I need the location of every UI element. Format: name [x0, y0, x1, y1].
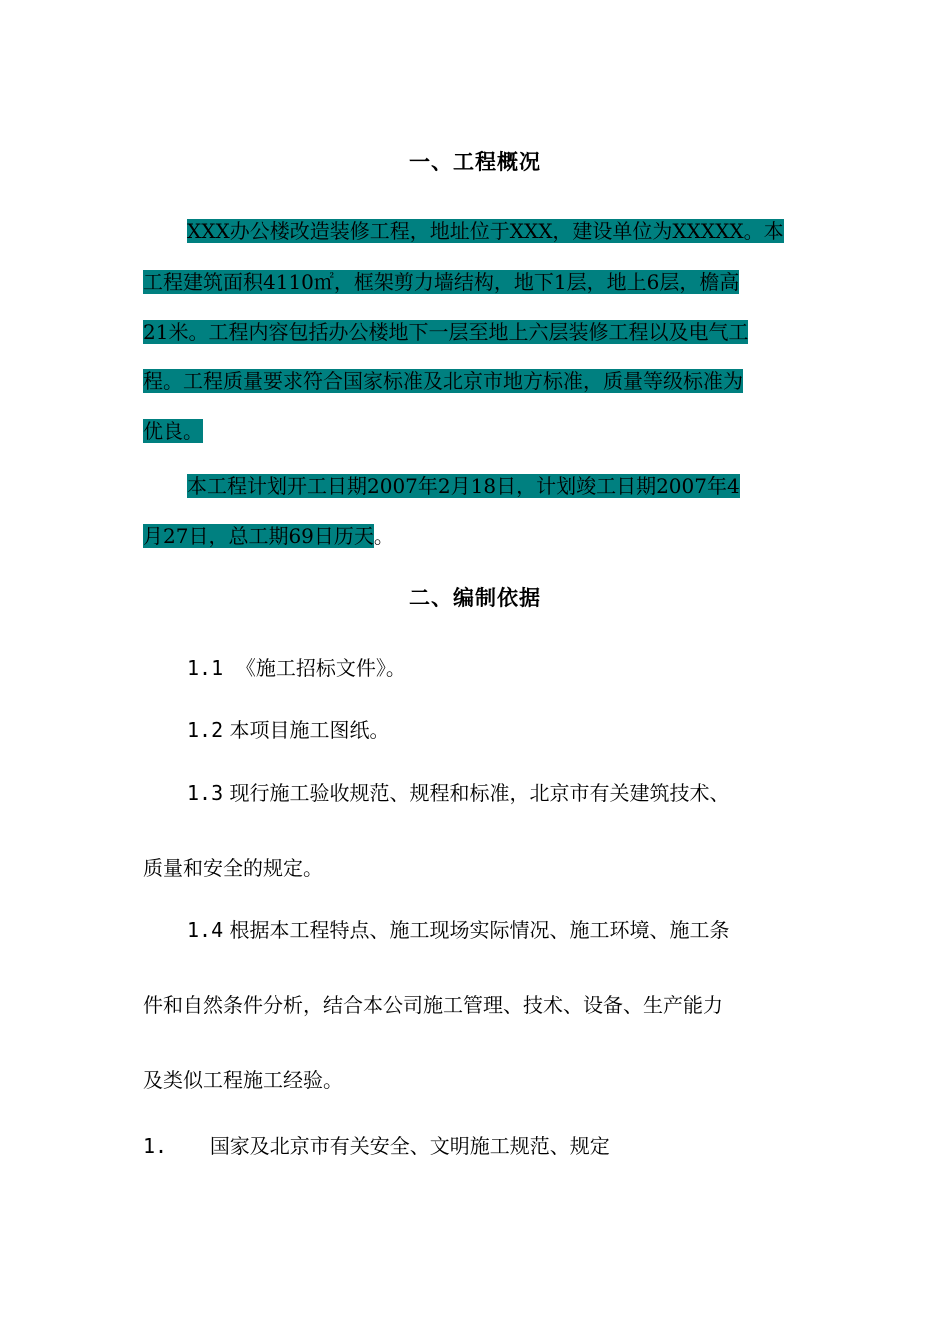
basis-item-number: 1.1	[187, 656, 224, 680]
overview-para1-line2: 工程建筑面积4110㎡，框架剪力墙结构，地下1层，地上6层，檐高	[143, 270, 740, 294]
list-item-number: 1.	[143, 1134, 168, 1158]
basis-item-text: 《施工招标文件》。	[235, 656, 406, 680]
section-heading-overview: 一、工程概况	[409, 150, 541, 174]
overview-para2-line1: 本工程计划开工日期2007年2月18日，计划竣工日期2007年4	[187, 474, 740, 498]
overview-para1-line3: 21米。工程内容包括办公楼地下一层至地上六层装修工程以及电气工	[143, 320, 749, 344]
basis-item-number: 1.2	[187, 718, 224, 742]
basis-item-number: 1.3	[187, 781, 224, 805]
section-heading-basis: 二、编制依据	[409, 586, 541, 610]
overview-para1-line5: 优良。	[143, 419, 203, 443]
basis-list-item	[143, 1131, 610, 1161]
basis-item-1-4	[187, 915, 729, 945]
overview-para2-tail: 。	[373, 524, 394, 548]
basis-item-1-3	[187, 778, 729, 808]
overview-para2-line2: 月27日，总工期69日历天。	[143, 524, 394, 548]
overview-para1-line4: 程。工程质量要求符合国家标准及北京市地方标准，质量等级标准为	[143, 369, 743, 393]
basis-item-1-3-cont: 质量和安全的规定。	[143, 856, 323, 880]
basis-item-text: 本项目施工图纸。	[229, 718, 390, 742]
basis-item-1-2	[187, 715, 389, 745]
list-item-text: 国家及北京市有关安全、文明施工规范、规定	[209, 1134, 610, 1158]
overview-para1-line1: XXX办公楼改造装修工程，地址位于XXX，建设单位为XXXXX。本	[187, 219, 784, 243]
basis-item-number: 1.4	[187, 918, 224, 942]
basis-item-1-4-cont1: 件和自然条件分析，结合本公司施工管理、技术、设备、生产能力	[143, 993, 723, 1017]
basis-item-text: 根据本工程特点、施工现场实际情况、施工环境、施工条	[229, 918, 730, 942]
basis-item-1-4-cont2: 及类似工程施工经验。	[143, 1068, 343, 1092]
basis-item-1-1	[187, 653, 406, 683]
basis-item-text: 现行施工验收规范、规程和标准，北京市有关建筑技术、	[229, 781, 730, 805]
